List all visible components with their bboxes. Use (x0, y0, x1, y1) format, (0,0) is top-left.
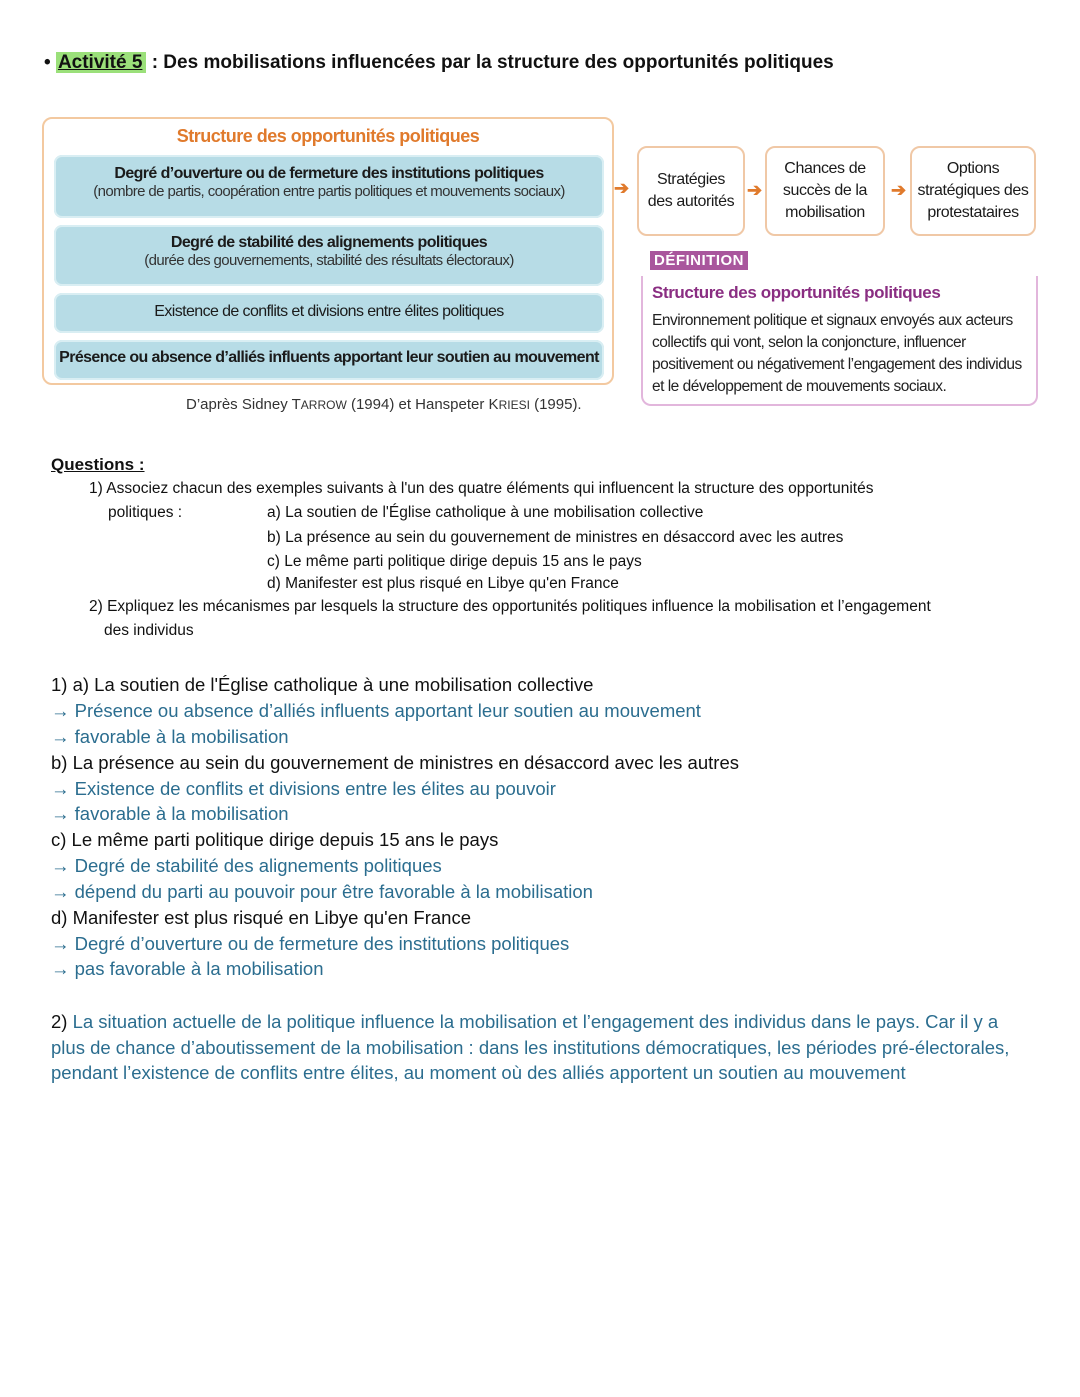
question-2-cont: des individus (104, 622, 194, 639)
author-name: ARROW (300, 398, 347, 412)
structure-item-main: Degré d’ouverture ou de fermeture des institutions politiques (114, 165, 544, 182)
question-item-a: a) La soutien de l'Église catholique à une mobilisation collective (267, 504, 704, 521)
author-initial: T (291, 396, 301, 413)
answer-line: → Degré de stabilité des alignements politiques (51, 855, 442, 876)
author-name: RIESI (498, 398, 530, 412)
arrow-right-icon: ➔ (747, 180, 763, 200)
flow-card-chances (765, 146, 885, 236)
definition-tag: DÉFINITION (650, 251, 748, 270)
structure-item-main: Existence de conflits et divisions entre élites politiques (154, 303, 504, 320)
question-1-cont: politiques : (108, 504, 183, 521)
arrow-right-icon: ➔ (891, 180, 907, 200)
answer-line: → Degré d’ouverture ou de fermeture des institutions politiques (51, 933, 570, 954)
structure-item-main: Degré de stabilité des alignements politiques (170, 234, 488, 251)
flow-card-label: Options stratégiques des protestataires (917, 160, 1029, 221)
answer-line: → Existence de conflits et divisions entre les élites au pouvoir (51, 778, 556, 799)
definition-text: Environnement politique et signaux envoyés aux acteurs collectifs qui vont, selon la conjoncture, influencer positivement ou négativement l’engagement des individus et le développement de mouvements sociaux. (652, 312, 1022, 395)
activity-title (44, 52, 834, 74)
answer-line: → dépend du parti au pouvoir pour être favorable à la mobilisation (51, 881, 593, 902)
question-1: 1) Associez chacun des exemples suivants à l'un des quatre éléments qui influencent la structure des opportunités (89, 480, 874, 497)
answer-line: c) Le même parti politique dirige depuis 15 ans le pays (51, 829, 499, 850)
author-initial: K (488, 396, 499, 413)
question-2: 2) Expliquez les mécanismes par lesquels la structure des opportunités politiques influence la mobilisation et l’engagement (89, 598, 931, 615)
structure-item-sub: (nombre de partis, coopération entre partis politiques et mouvements sociaux) (93, 183, 565, 200)
answer-line: → favorable à la mobilisation (51, 803, 289, 824)
answer-2-paragraph (51, 1009, 1036, 1086)
structure-item-openness (54, 155, 604, 218)
structure-item-stability (54, 225, 604, 286)
structure-item-allies (54, 340, 604, 380)
flow-card-options (910, 146, 1036, 236)
flow-card-label: Chances de succès de la mobilisation (782, 160, 868, 221)
bullet: • (44, 52, 51, 73)
activity-heading: : Des mobilisations influencées par la structure des opportunités politiques (151, 52, 834, 73)
structure-item-conflicts (54, 293, 604, 333)
source-text: (1994) et Hanspeter (346, 396, 489, 413)
flow-card-label: Stratégies des autorités (647, 171, 735, 210)
source-citation (186, 396, 582, 413)
answer-2-text: La situation actuelle de la politique influence la mobilisation et l’engagement des individus dans le pays. Car il y a plus de chance d’aboutissement de la mobilisation : dans les institutions démocratiques, les périodes pré-électorales, pendant l’existence de conflits entre élites, au moment où des alliés apportent un soutien au mouvement (51, 1011, 1010, 1084)
arrow-right-icon: ➔ (614, 178, 630, 198)
answer-line: → Présence ou absence d’alliés influents apportant leur soutien au mouvement (51, 700, 701, 721)
questions-heading: Questions : (51, 455, 145, 474)
question-item-c: c) Le même parti politique dirige depuis 15 ans le pays (267, 553, 642, 570)
activity-label: Activité 5 (56, 52, 146, 73)
source-text: (1995). (529, 396, 582, 413)
structure-item-sub: (durée des gouvernements, stabilité des résultats électoraux) (144, 252, 514, 269)
answer-line: → pas favorable à la mobilisation (51, 958, 324, 979)
definition-title: Structure des opportunités politiques (652, 283, 941, 302)
question-item-b: b) La présence au sein du gouvernement de ministres en désaccord avec les autres (267, 529, 844, 546)
answer-2-number: 2) (51, 1011, 68, 1032)
source-text: D’après Sidney (186, 396, 292, 413)
structure-item-main: Présence ou absence d’alliés influents apportant leur soutien au mouvement (59, 349, 599, 366)
answer-line: 1) a) La soutien de l'Église catholique à une mobilisation collective (51, 674, 594, 695)
answer-line: b) La présence au sein du gouvernement de ministres en désaccord avec les autres (51, 752, 739, 773)
flow-card-strategies (637, 146, 745, 236)
structure-title: Structure des opportunités politiques (176, 126, 480, 146)
answer-line: d) Manifester est plus risqué en Libye qu'en France (51, 907, 472, 928)
question-item-d: d) Manifester est plus risqué en Libye qu'en France (267, 575, 619, 592)
answer-line: → favorable à la mobilisation (51, 726, 289, 747)
